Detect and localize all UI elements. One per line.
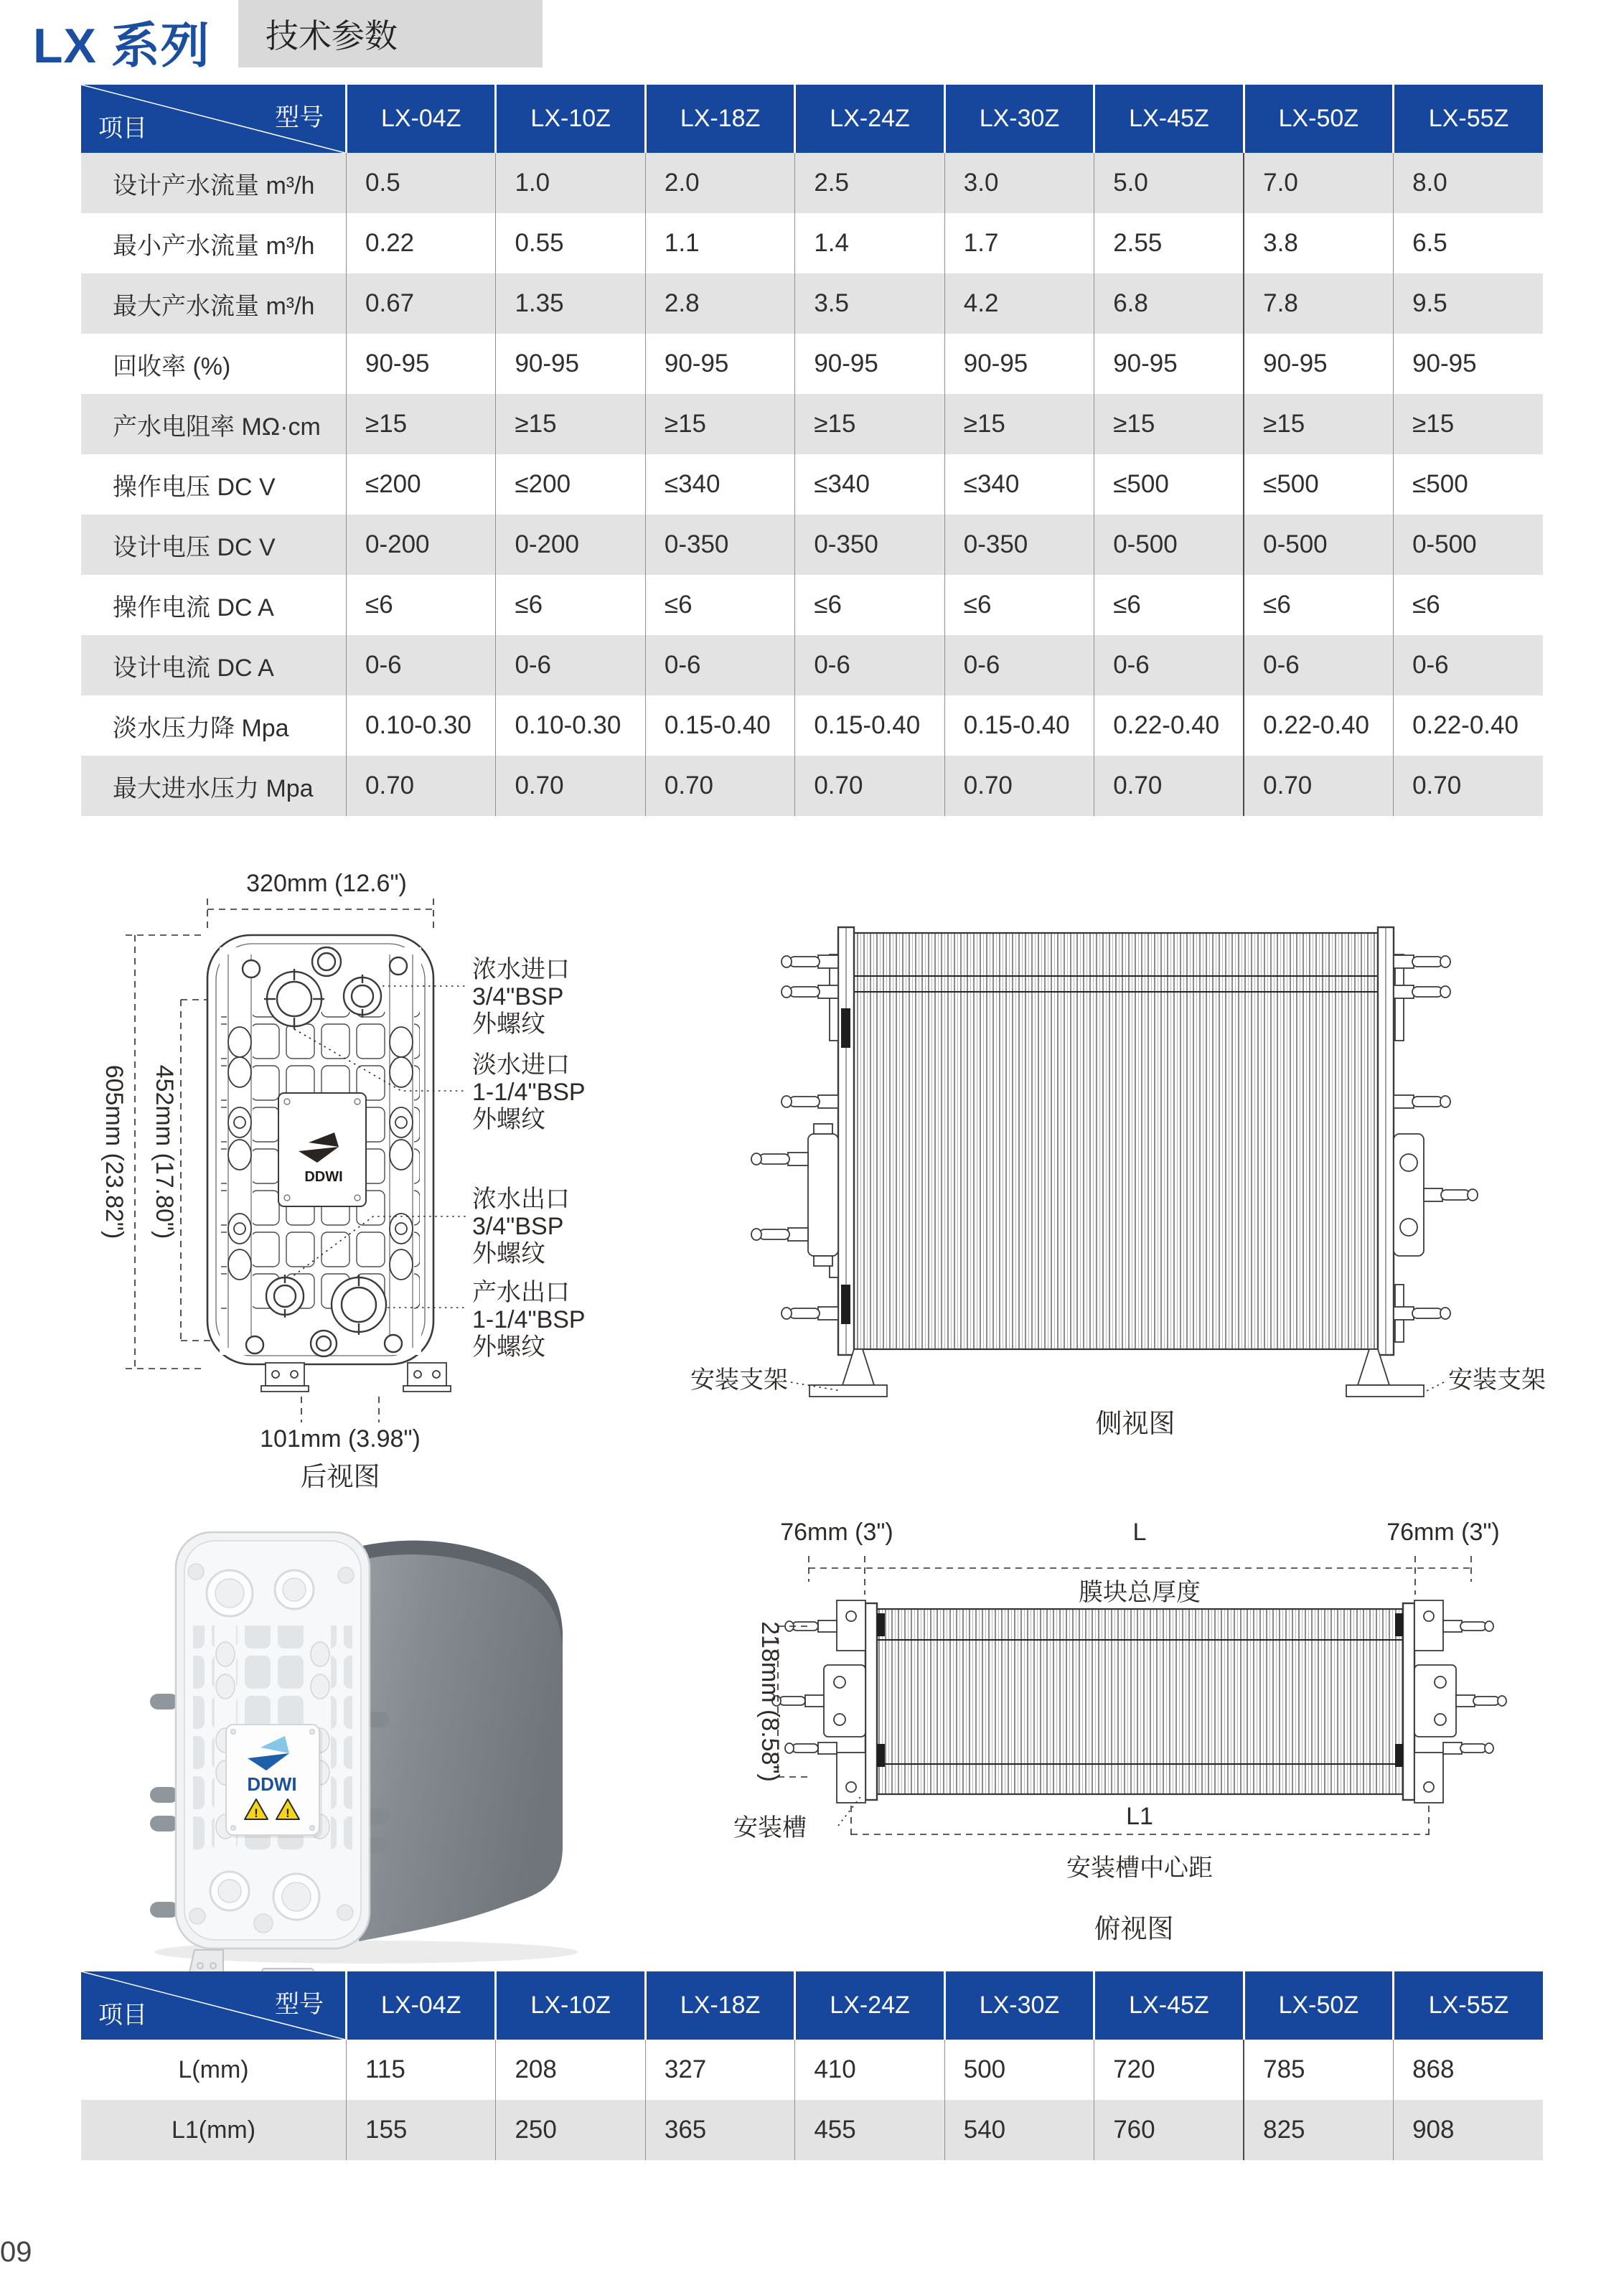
value-cell: 0.70 [645, 756, 794, 816]
row-label: 最小产水流量 m³/h [113, 232, 315, 260]
value-cell: 6.8 [1094, 273, 1244, 334]
page-title: LX 系列 [33, 19, 210, 73]
table-corner-cell [81, 85, 347, 153]
value-cell: 0-6 [645, 635, 794, 695]
value-cell: 0.55 [496, 213, 645, 273]
row-label: 设计电流 DC A [113, 654, 274, 682]
value-cell: ≤6 [496, 575, 645, 635]
model-header-lx-18z: LX-18Z [645, 85, 794, 153]
table-row [81, 334, 1543, 394]
top-dim-right: 76mm (3") [1386, 1519, 1500, 1546]
rear-logo-text: DDWI [304, 1169, 343, 1185]
rear-plate [207, 935, 451, 1392]
rear-feet [261, 1363, 451, 1392]
value-cell: 0.70 [795, 756, 944, 816]
rear-dim-bottom: 101mm (3.98") [260, 1425, 421, 1453]
value-cell: 0.22 [347, 213, 496, 273]
value-cell: 0.22-0.40 [1094, 695, 1244, 756]
value-cell: ≥15 [795, 394, 944, 454]
value-cell: 0-6 [496, 635, 645, 695]
table-row [81, 695, 1543, 756]
spec-table-header-row [81, 85, 1543, 153]
value-cell: ≤200 [347, 454, 496, 515]
value-cell: ≤500 [1394, 454, 1543, 515]
value-cell: 90-95 [645, 334, 794, 394]
value-cell: 9.5 [1394, 273, 1543, 334]
value-cell: ≤340 [645, 454, 794, 515]
model-header-lx-04z: LX-04Z [347, 1971, 496, 2040]
value-cell: 868 [1394, 2040, 1543, 2100]
value-cell: 3.8 [1244, 213, 1393, 273]
value-cell: 0.70 [1094, 756, 1244, 816]
rear-nameplate [278, 1093, 366, 1206]
callout-concentrate-inlet-thread: 外螺纹 [472, 1010, 545, 1038]
value-cell: 327 [645, 2040, 794, 2100]
row-label: 回收率 (%) [113, 352, 231, 380]
value-cell: 1.35 [496, 273, 645, 334]
rear-dim-height-inner: 452mm (17.80") [151, 1064, 178, 1239]
top-view-drawing [703, 1493, 1624, 1959]
table-row [81, 756, 1543, 816]
callout-concentrate-outlet-size: 3/4"BSP [472, 1213, 564, 1240]
value-cell: ≥15 [496, 394, 645, 454]
value-cell: 455 [795, 2100, 944, 2160]
photo-nameplate [226, 1725, 322, 1838]
value-cell: 0.15-0.40 [795, 695, 944, 756]
value-cell: 0.70 [496, 756, 645, 816]
table-corner-cell [81, 1971, 347, 2040]
value-cell: ≥15 [645, 394, 794, 454]
value-cell: 7.8 [1244, 273, 1393, 334]
value-cell: 208 [496, 2040, 645, 2100]
table-row [81, 454, 1543, 515]
value-cell: ≤6 [347, 575, 496, 635]
model-header-lx-45z: LX-45Z [1094, 1971, 1244, 2040]
row-label: 设计产水流量 m³/h [113, 172, 315, 200]
value-cell: 155 [347, 2100, 496, 2160]
value-cell: ≤200 [496, 454, 645, 515]
value-cell: 90-95 [347, 334, 496, 394]
value-cell: 0.70 [944, 756, 1094, 816]
value-cell: ≥15 [1094, 394, 1244, 454]
top-slot-label: 安装槽 [733, 1814, 807, 1842]
model-header-lx-24z: LX-24Z [795, 85, 944, 153]
model-header-lx-50z: LX-50Z [1244, 85, 1393, 153]
side-left-bolts [751, 955, 838, 1320]
top-dim-length: L [1132, 1519, 1147, 1546]
model-header-lx-04z: LX-04Z [347, 85, 496, 153]
corner-label-item: 项目 [98, 115, 147, 142]
rear-view-caption: 后视图 [300, 1462, 380, 1491]
value-cell: 0.22-0.40 [1244, 695, 1393, 756]
value-cell: 0-6 [347, 635, 496, 695]
model-header-lx-50z: LX-50Z [1244, 1971, 1393, 2040]
value-cell: 0.22-0.40 [1394, 695, 1543, 756]
value-cell: 908 [1394, 2100, 1543, 2160]
table-row [81, 515, 1543, 575]
table-row [81, 153, 1543, 213]
value-cell: 4.2 [944, 273, 1094, 334]
value-cell: 500 [944, 2040, 1094, 2100]
callout-product-outlet-thread: 外螺纹 [472, 1333, 545, 1361]
value-cell: 90-95 [795, 334, 944, 394]
callout-dilute-inlet-size: 1-1/4"BSP [472, 1079, 586, 1106]
value-cell: 540 [944, 2100, 1094, 2160]
table-row [81, 575, 1543, 635]
photo-front-plate [150, 1532, 390, 1989]
page-number: 09 [0, 2236, 32, 2268]
side-stack [830, 927, 1404, 1355]
value-cell: 0.15-0.40 [645, 695, 794, 756]
model-header-lx-30z: LX-30Z [944, 85, 1094, 153]
value-cell: 0-500 [1394, 515, 1543, 575]
spec-table [81, 85, 1543, 816]
value-cell: 0.15-0.40 [944, 695, 1094, 756]
table-row [81, 2100, 1543, 2160]
value-cell: 1.1 [645, 213, 794, 273]
callout-product-outlet: 产水出口 [472, 1279, 570, 1306]
value-cell: 0-200 [347, 515, 496, 575]
value-cell: 0-350 [645, 515, 794, 575]
value-cell: 1.0 [496, 153, 645, 213]
value-cell: 90-95 [1394, 334, 1543, 394]
value-cell: ≥15 [1394, 394, 1543, 454]
page-subtitle: 技术参数 [266, 17, 398, 55]
table-row [81, 635, 1543, 695]
value-cell: 0.5 [347, 153, 496, 213]
value-cell: ≥15 [347, 394, 496, 454]
value-cell: ≤6 [1094, 575, 1244, 635]
value-cell: ≤340 [795, 454, 944, 515]
value-cell: 3.0 [944, 153, 1094, 213]
top-left-brackets [772, 1600, 865, 1803]
top-dim-left: 76mm (3") [780, 1519, 893, 1546]
warning-exclamation: ! [286, 1806, 290, 1820]
page-subtitle-box [238, 0, 543, 67]
dimensions-table [81, 1971, 1543, 2160]
value-cell: ≤6 [1394, 575, 1543, 635]
value-cell: 0.67 [347, 273, 496, 334]
row-label: L(mm) [178, 2055, 249, 2083]
value-cell: 1.7 [944, 213, 1094, 273]
value-cell: 250 [496, 2100, 645, 2160]
corner-label-item: 项目 [98, 2002, 147, 2029]
value-cell: 720 [1094, 2040, 1244, 2100]
value-cell: 0-350 [944, 515, 1094, 575]
value-cell: 0-500 [1244, 515, 1393, 575]
row-label: 最大产水流量 m³/h [113, 292, 315, 320]
model-header-lx-10z: LX-10Z [496, 1971, 645, 2040]
value-cell: ≤6 [1244, 575, 1393, 635]
value-cell: 0-6 [1394, 635, 1543, 695]
model-header-lx-30z: LX-30Z [944, 1971, 1094, 2040]
value-cell: ≤500 [1244, 454, 1393, 515]
callout-concentrate-inlet: 浓水进口 [472, 956, 570, 983]
value-cell: ≥15 [1244, 394, 1393, 454]
table-row [81, 2040, 1543, 2100]
row-label: L1(mm) [171, 2116, 256, 2144]
table-row [81, 394, 1543, 454]
value-cell: 0.10-0.30 [496, 695, 645, 756]
value-cell: 760 [1094, 2100, 1244, 2160]
value-cell: 2.55 [1094, 213, 1244, 273]
value-cell: ≥15 [944, 394, 1094, 454]
row-label: 设计电压 DC V [113, 533, 276, 561]
top-view-caption: 俯视图 [1094, 1914, 1174, 1943]
value-cell: 2.5 [795, 153, 944, 213]
side-feet [809, 1349, 1424, 1397]
side-view-drawing [682, 854, 1624, 1500]
model-header-lx-10z: LX-10Z [496, 85, 645, 153]
value-cell: 5.0 [1094, 153, 1244, 213]
value-cell: ≤340 [944, 454, 1094, 515]
value-cell: ≤500 [1094, 454, 1244, 515]
top-dim-l1: L1 [1126, 1803, 1153, 1830]
value-cell: 2.0 [645, 153, 794, 213]
model-header-lx-55z: LX-55Z [1394, 85, 1543, 153]
callout-dilute-inlet-thread: 外螺纹 [472, 1106, 545, 1133]
value-cell: 0.70 [347, 756, 496, 816]
rear-dim-width-lines [207, 899, 433, 933]
callout-dilute-inlet: 淡水进口 [472, 1051, 570, 1079]
value-cell: 0.70 [1394, 756, 1543, 816]
value-cell: ≤6 [795, 575, 944, 635]
value-cell: 6.5 [1394, 213, 1543, 273]
side-right-bolts [1394, 955, 1478, 1320]
value-cell: 0-6 [1244, 635, 1393, 695]
value-cell: 0-500 [1094, 515, 1244, 575]
value-cell: 0-6 [1094, 635, 1244, 695]
value-cell: 410 [795, 2040, 944, 2100]
corner-label-model: 型号 [275, 104, 324, 131]
value-cell: 0-6 [795, 635, 944, 695]
value-cell: ≤6 [944, 575, 1094, 635]
value-cell: 7.0 [1244, 153, 1393, 213]
value-cell: 2.8 [645, 273, 794, 334]
top-dim-height: 218mm (8.58") [756, 1621, 784, 1782]
value-cell: 115 [347, 2040, 496, 2100]
model-header-lx-18z: LX-18Z [645, 1971, 794, 2040]
callout-concentrate-outlet-thread: 外螺纹 [472, 1240, 545, 1267]
warning-exclamation: ! [254, 1806, 258, 1820]
value-cell: 0.10-0.30 [347, 695, 496, 756]
side-bracket-label-right: 安装支架 [1448, 1366, 1546, 1394]
side-view-caption: 侧视图 [1095, 1409, 1175, 1438]
rear-view-drawing [72, 854, 718, 1500]
value-cell: 8.0 [1394, 153, 1543, 213]
model-header-lx-45z: LX-45Z [1094, 85, 1244, 153]
row-label: 淡水压力降 Mpa [113, 714, 289, 742]
rear-dim-width: 320mm (12.6") [246, 870, 407, 897]
value-cell: 1.4 [795, 213, 944, 273]
model-header-lx-55z: LX-55Z [1394, 1971, 1543, 2040]
side-bracket-label-left: 安装支架 [690, 1366, 788, 1394]
top-slot-cc-label: 安装槽中心距 [1066, 1854, 1213, 1882]
rear-dim-bottom-lines [301, 1397, 379, 1422]
row-label: 操作电流 DC A [113, 594, 274, 621]
corner-label-model: 型号 [275, 1991, 324, 2018]
value-cell: 90-95 [944, 334, 1094, 394]
row-label: 产水电阻率 MΩ·cm [113, 413, 321, 441]
callout-product-outlet-size: 1-1/4"BSP [472, 1306, 586, 1333]
value-cell: 90-95 [496, 334, 645, 394]
photo-body [359, 1541, 563, 1941]
row-label: 最大进水压力 Mpa [113, 774, 314, 802]
callout-concentrate-inlet-size: 3/4"BSP [472, 983, 564, 1010]
dims-table-header-row [81, 1971, 1543, 2040]
value-cell: 785 [1244, 2040, 1393, 2100]
value-cell: 0-200 [496, 515, 645, 575]
value-cell: 0-6 [944, 635, 1094, 695]
value-cell: ≤6 [645, 575, 794, 635]
table-row [81, 273, 1543, 334]
value-cell: 825 [1244, 2100, 1393, 2160]
table-row [81, 213, 1543, 273]
top-right-brackets [1414, 1600, 1506, 1803]
value-cell: 0.70 [1244, 756, 1393, 816]
value-cell: 3.5 [795, 273, 944, 334]
callout-concentrate-outlet: 浓水出口 [472, 1186, 570, 1213]
value-cell: 90-95 [1244, 334, 1393, 394]
photo-logo-text: DDWI [247, 1773, 297, 1795]
value-cell: 90-95 [1094, 334, 1244, 394]
value-cell: 0-350 [795, 515, 944, 575]
product-photo [108, 1493, 610, 1966]
rear-dim-height-outer: 605mm (23.82") [100, 1064, 128, 1239]
model-header-lx-24z: LX-24Z [795, 1971, 944, 2040]
row-label: 操作电压 DC V [113, 473, 276, 501]
value-cell: 365 [645, 2100, 794, 2160]
top-stack [865, 1603, 1414, 1800]
top-thickness-label: 膜块总厚度 [1079, 1579, 1201, 1606]
